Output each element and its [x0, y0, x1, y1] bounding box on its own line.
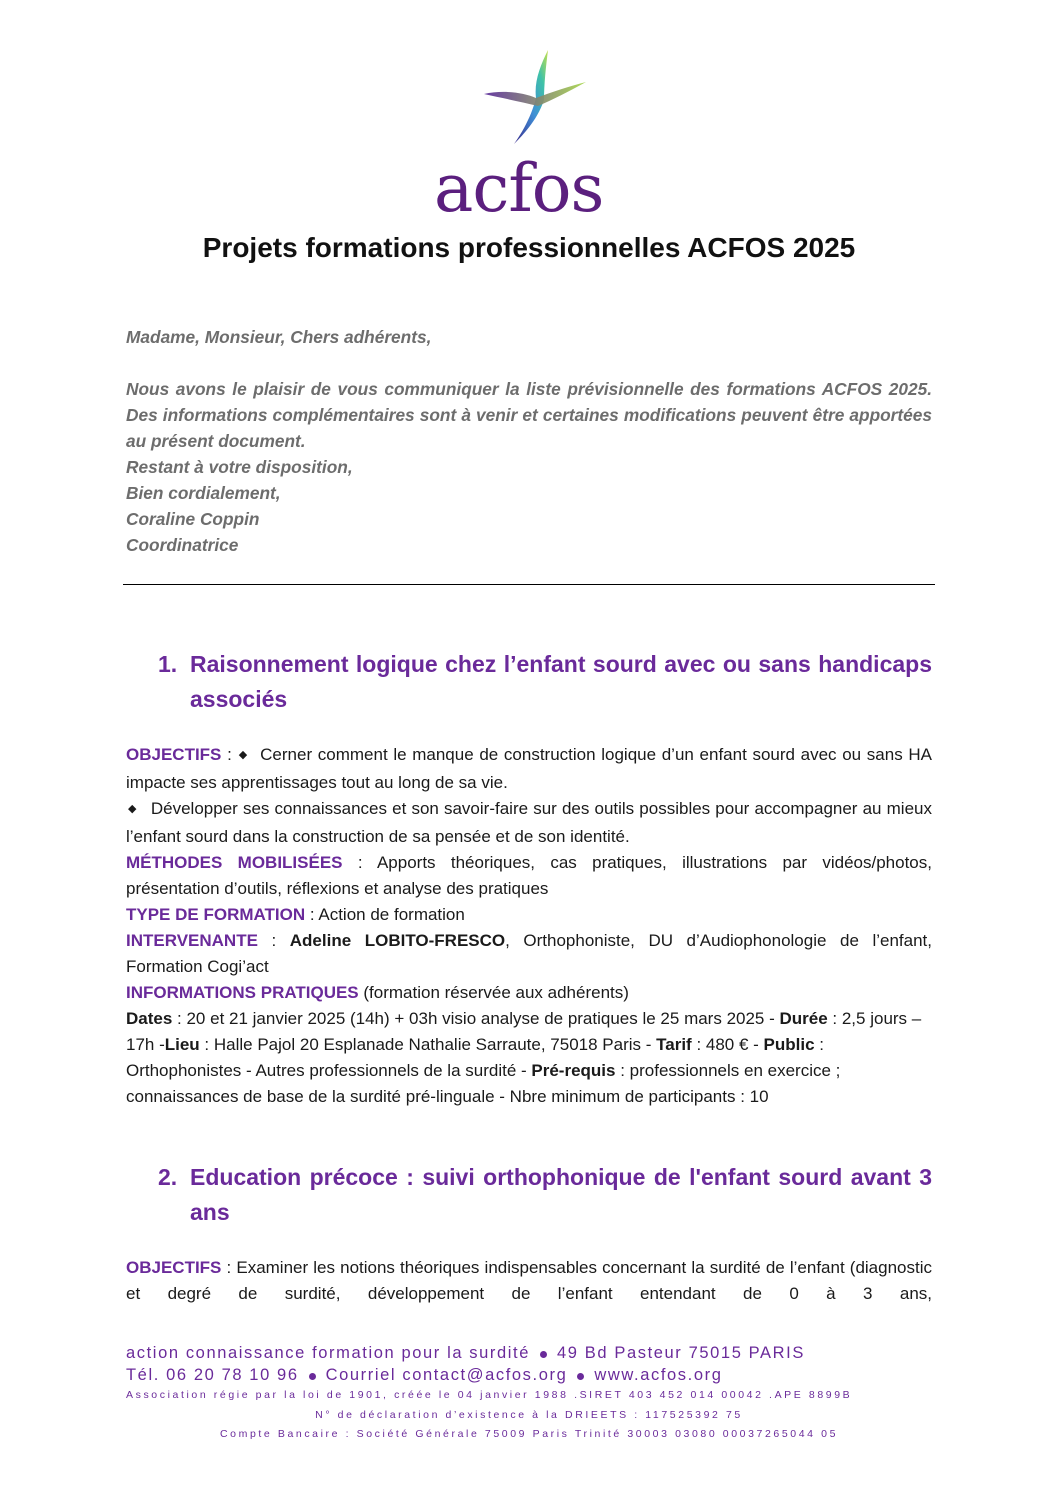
section-2-heading: [158, 1160, 932, 1230]
org-address: 49 Bd Pasteur 75015 PARIS: [557, 1344, 805, 1362]
org-email[interactable]: Courriel contact@acfos.org: [325, 1366, 568, 1384]
intervenante-desc: , Orthophoniste, DU d’Audiophonologie de l’enfant, Formation Cogi’act: [126, 931, 932, 976]
methodes-label: MÉTHODES MOBILISÉES: [126, 853, 343, 872]
objectifs-2: [126, 1255, 932, 1307]
closing-line-1: Restant à votre disposition,: [126, 457, 353, 477]
acfos-logo: [420, 48, 640, 227]
objectifs-label: OBJECTIFS: [126, 1258, 222, 1277]
tarif-label: Tarif: [656, 1035, 692, 1054]
practical-details: [126, 1006, 932, 1110]
prerequis-text: : professionnels en exercice ; connaissances de base de la surdité pré-linguale - Nbre minimum de participants : 10: [126, 1061, 841, 1106]
lieu-label: Lieu: [164, 1035, 200, 1054]
objectif-2-text: Développer ses connaissances et son savoir-faire sur des outils possibles pour accompagner au mieux l’enfant sourd dans la construction de sa pensée et de son identité.: [126, 799, 932, 846]
diamond-bullet-icon: ◆: [128, 803, 137, 815]
section-title: Raisonnement logique chez l’enfant sourd avec ou sans handicaps associés: [190, 651, 932, 712]
type-label: TYPE DE FORMATION: [126, 905, 306, 924]
section-number: 1.: [158, 651, 178, 677]
dates-label: Dates: [126, 1009, 173, 1028]
section-2-body: [126, 1255, 932, 1307]
legal-line-3: Compte Bancaire : Société Générale 75009 Paris Trinité 30003 03080 00037265044 05: [219, 1428, 839, 1440]
objectifs-1: OBJECTIFS : ◆ Cerner comment le manque de construction logique d’un enfant sourd avec ou sans HA impacte ses apprentissages tout au long de sa vie.: [126, 745, 932, 792]
objectifs-text: : Examiner les notions théoriques indispensables concernant la surdité de l’enfant (diagnostic et degré de surdité, développement de l’enfant entendant de 0 à 3 ans,: [126, 1258, 932, 1303]
section-1-body: [126, 742, 932, 1110]
org-tel: Tél. 06 20 78 10 96: [126, 1366, 299, 1384]
footer-line-2: [126, 1364, 932, 1386]
greeting: Madame, Monsieur, Chers adhérents,: [126, 327, 432, 347]
intro-letter: [126, 324, 932, 558]
footer-dot-icon: [309, 1373, 316, 1380]
lieu-text: : Halle Pajol 20 Esplanade Nathalie Sarraute, 75018 Paris -: [199, 1035, 657, 1054]
infos-note: (formation réservée aux adhérents): [363, 983, 629, 1002]
logo-wordmark: acfos: [434, 150, 604, 227]
methodes: MÉTHODES MOBILISÉES : Apports théoriques, cas pratiques, illustrations par vidéos/photos, présentation d’outils, réflexions et analyse des pratiques: [126, 853, 932, 898]
type-formation: TYPE DE FORMATION : Action de formation: [126, 905, 465, 924]
footer-dot-icon: [540, 1351, 547, 1358]
logo-swoosh-icon: [480, 48, 590, 148]
closing-line-2: Bien cordialement,: [126, 483, 281, 503]
legal-line-2: N° de déclaration d’existence à la DRIEETS : 117525392 75: [315, 1408, 743, 1421]
intro-paragraph: Nous avons le plaisir de vous communiquer la liste prévisionnelle des formations ACFOS 2025. Des informations complémentaires sont à venir et certaines modifications peuvent être apportées au présent document.: [126, 379, 932, 451]
signature-name: Coraline Coppin: [126, 509, 260, 529]
objectifs-label: OBJECTIFS: [126, 745, 222, 764]
footer-dot-icon: [577, 1373, 584, 1380]
informations-pratiques: [126, 980, 932, 1006]
org-name: action connaissance formation pour la surdité: [126, 1344, 531, 1362]
section-title: Education précoce : suivi orthophonique de l'enfant sourd avant 3 ans: [190, 1164, 932, 1225]
signature-role: Coordinatrice: [126, 535, 239, 555]
diamond-bullet-icon: ◆: [237, 749, 249, 761]
methodes-text: Apports théoriques, cas pratiques, illustrations par vidéos/photos, présentation d’outils, réflexions et analyse des pratiques: [126, 853, 932, 898]
type-text: Action de formation: [318, 905, 465, 924]
legal-line-1: Association régie par la loi de 1901, créée le 04 janvier 1988 .SIRET 403 452 014 00042 .APE 8899B: [126, 1389, 853, 1401]
dates-text: : 20 et 21 janvier 2025 (14h) + 03h visio analyse de pratiques le 25 mars 2025 -: [172, 1009, 780, 1028]
duree-text: : 2,5 jours – 17h -: [126, 1009, 922, 1054]
public-label: Public: [763, 1035, 815, 1054]
org-website[interactable]: www.acfos.org: [594, 1366, 723, 1384]
intervenante: INTERVENANTE : Adeline LOBITO-FRESCO, Orthophoniste, DU d’Audiophonologie de l’enfant, Formation Cogi’act: [126, 931, 932, 976]
intervenante-name: Adeline LOBITO-FRESCO: [289, 931, 506, 950]
public-text: : Orthophonistes - Autres professionnels de la surdité -: [126, 1035, 825, 1080]
section-1-heading: [158, 647, 932, 717]
footer-line-1: [126, 1342, 932, 1364]
document-title: Projets formations professionnelles ACFOS 2025: [202, 232, 856, 263]
prerequis-label: Pré-requis: [531, 1061, 616, 1080]
infos-label: INFORMATIONS PRATIQUES: [126, 983, 359, 1002]
objectif-1-text: Cerner comment le manque de construction logique d’un enfant sourd avec ou sans HA impacte ses apprentissages tout au long de sa vie.: [126, 745, 932, 792]
objectif-2: [126, 796, 932, 850]
duree-label: Durée: [779, 1009, 828, 1028]
page-footer: [126, 1342, 932, 1445]
section-number: 2.: [158, 1164, 178, 1190]
horizontal-divider: [123, 584, 935, 585]
intervenante-label: INTERVENANTE: [126, 931, 258, 950]
tarif-text: : 480 € -: [691, 1035, 764, 1054]
